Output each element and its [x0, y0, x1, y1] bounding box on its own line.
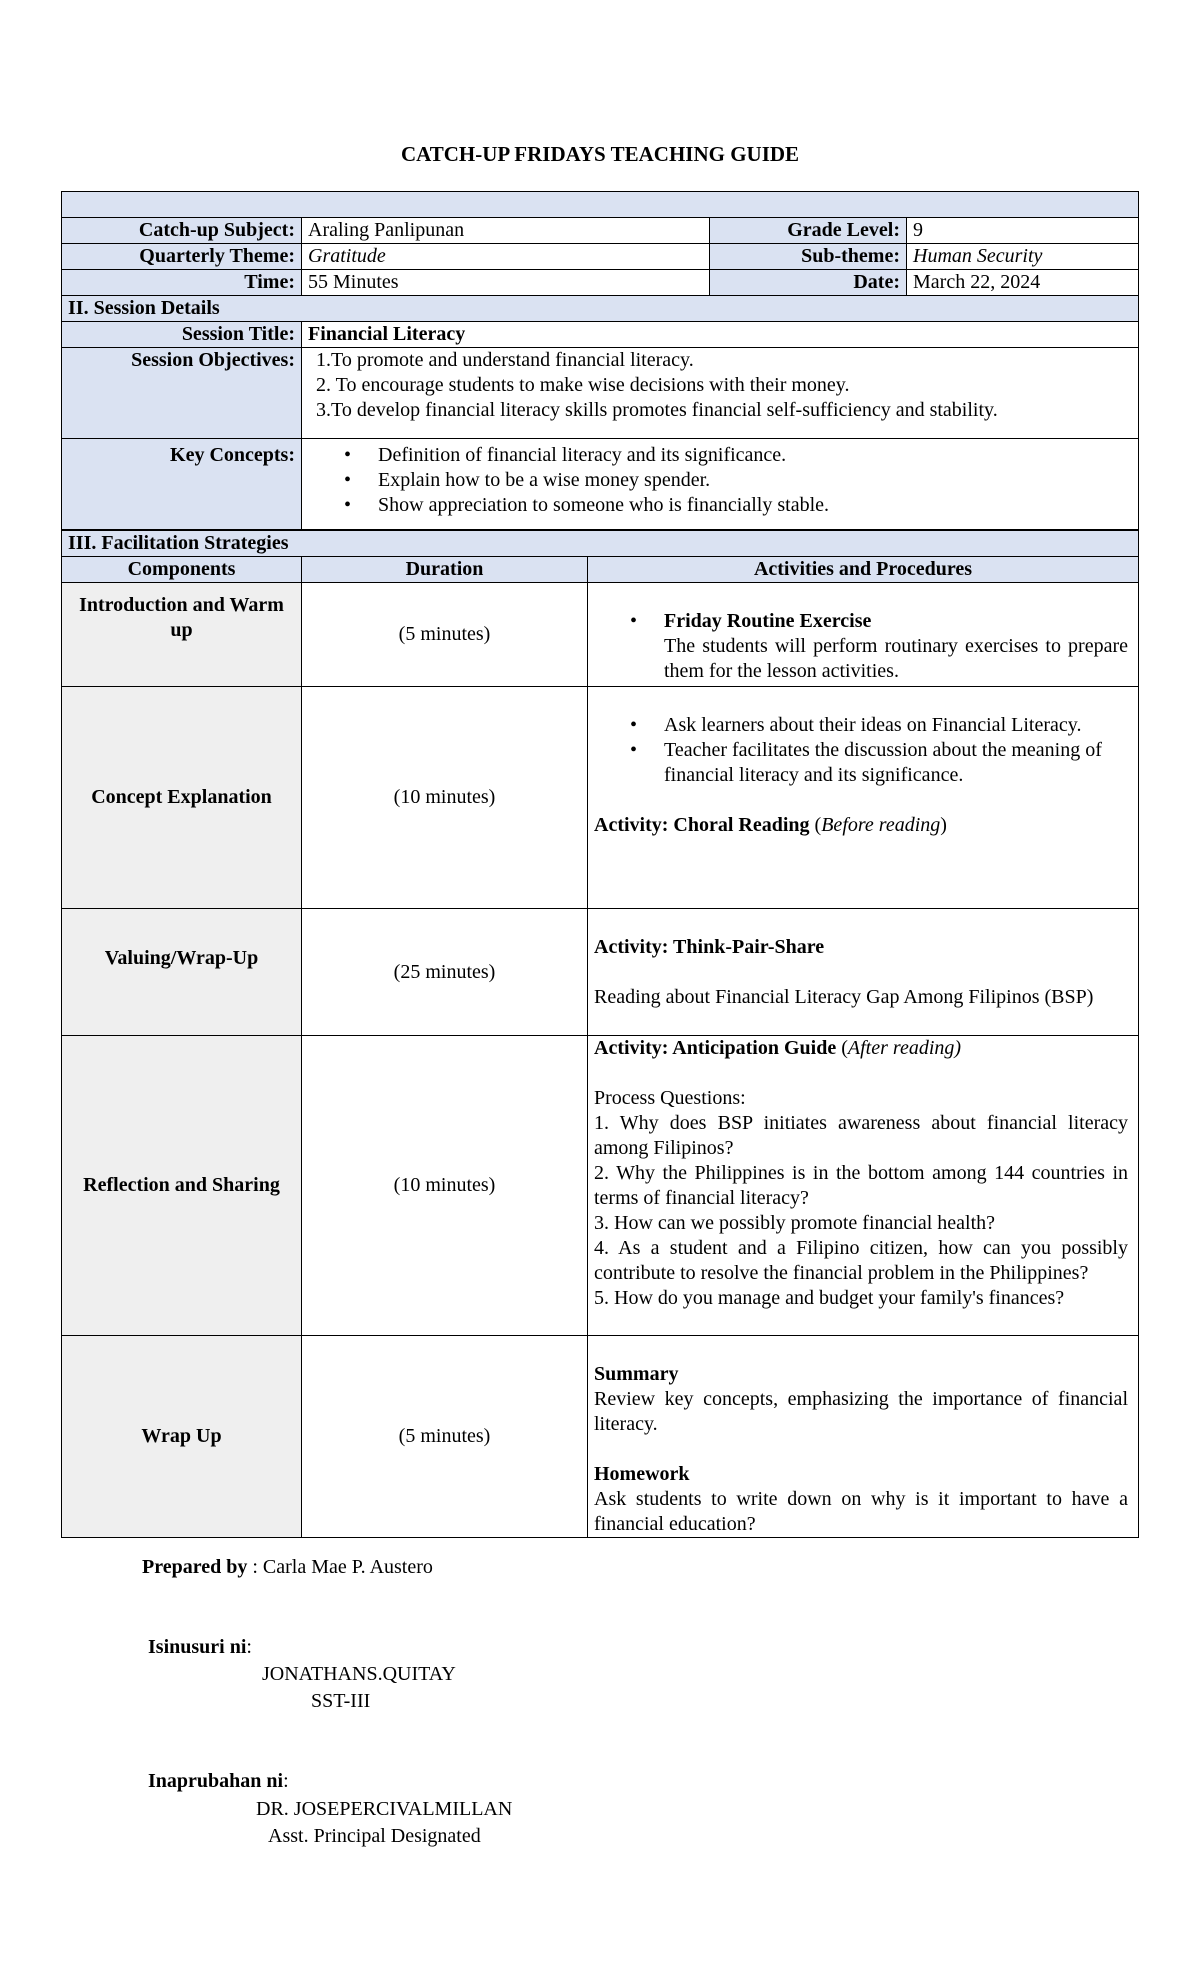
component-cell: Concept Explanation [62, 687, 302, 909]
reviewer-title: SST-III [311, 1690, 371, 1712]
homework-text: Ask students to write down on why is it important to have a financial education? [594, 1488, 1128, 1535]
duration-cell: (5 minutes) [302, 1336, 588, 1538]
reviewed-by-label: Isinusuri ni: [148, 1636, 252, 1658]
session-title-row [62, 322, 1139, 348]
activity-bullet: • Ask learners about their ideas on Financial Literacy. [664, 713, 1128, 738]
subject-value: Araling Panlipunan [302, 218, 710, 244]
facilitation-table [61, 530, 1139, 1538]
component-cell: Introduction and Warm up [62, 583, 302, 687]
session-title-value: Financial Literacy [302, 322, 1139, 348]
table-row [62, 1336, 1139, 1538]
theme-row [62, 244, 1139, 270]
facilitation-heading: III. Facilitation Strategies [62, 531, 1139, 557]
session-title-label: Session Title: [62, 322, 302, 348]
objectives-list [302, 348, 1139, 439]
time-label: Time: [62, 270, 302, 296]
time-value: 55 Minutes [302, 270, 710, 296]
activity-text: The students will perform routinary exercises to prepare them for the lesson activities. [664, 635, 1128, 682]
question-item: 4. As a student and a Filipino citizen, how can you possibly contribute to resolve the financial problem in the Philippines? [594, 1237, 1128, 1284]
blank-header-row [62, 192, 1139, 218]
component-cell: Reflection and Sharing [62, 1036, 302, 1336]
grade-label: Grade Level: [710, 218, 907, 244]
activity-line: Activity: Anticipation Guide (After reading) [594, 1037, 962, 1059]
activity-bullet: • Teacher facilitates the discussion about the meaning of financial literacy and its significance. [664, 738, 1128, 788]
activity-cell [588, 687, 1139, 909]
session-info-table [61, 191, 1139, 530]
question-item: 2. Why the Philippines is in the bottom among 144 countries in terms of financial literacy? [594, 1162, 1128, 1209]
activity-cell [588, 1336, 1139, 1538]
objectives-label: Session Objectives: [62, 348, 302, 439]
questions-label: Process Questions: [594, 1087, 746, 1109]
page-title: CATCH-UP FRIDAYS TEACHING GUIDE [400, 142, 800, 166]
duration-cell: (10 minutes) [302, 1036, 588, 1336]
objective-item: 3.To develop financial literacy skills promotes financial self-sufficiency and stability. [316, 399, 998, 421]
objective-item: 2. To encourage students to make wise decisions with their money. [316, 374, 850, 396]
facilitation-heading-row [62, 531, 1139, 557]
col-header-duration: Duration [302, 557, 588, 583]
subject-label: Catch-up Subject: [62, 218, 302, 244]
theme-value: Gratitude [302, 244, 710, 270]
duration-cell: (10 minutes) [302, 687, 588, 909]
col-header-components: Components [62, 557, 302, 583]
question-item: 3. How can we possibly promote financial health? [594, 1212, 995, 1234]
concepts-label: Key Concepts: [62, 439, 302, 530]
objective-item: 1.To promote and understand financial literacy. [316, 349, 694, 371]
activity-title: • Friday Routine Exercise [664, 610, 872, 632]
theme-label: Quarterly Theme: [62, 244, 302, 270]
session-details-heading: II. Session Details [62, 296, 1139, 322]
column-header-row [62, 557, 1139, 583]
summary-text: Review key concepts, emphasizing the importance of financial literacy. [594, 1388, 1128, 1435]
reviewer-name: JONATHANS.QUITAY [262, 1663, 456, 1685]
objectives-row [62, 348, 1139, 439]
activity-cell [588, 583, 1139, 687]
date-label: Date: [710, 270, 907, 296]
activity-line: Activity: Choral Reading (Before reading) [594, 814, 947, 836]
concepts-row [62, 439, 1139, 530]
subject-row [62, 218, 1139, 244]
subtheme-label: Sub-theme: [710, 244, 907, 270]
concepts-list [302, 439, 1139, 530]
component-cell: Valuing/Wrap-Up [62, 909, 302, 1036]
table-row [62, 687, 1139, 909]
duration-cell: (5 minutes) [302, 583, 588, 687]
homework-label: Homework [594, 1463, 690, 1485]
time-row [62, 270, 1139, 296]
concept-item: • Explain how to be a wise money spender. [378, 468, 1132, 493]
subtheme-value: Human Security [907, 244, 1139, 270]
prepared-by: Prepared by : Carla Mae P. Austero [142, 1556, 433, 1578]
activity-cell [588, 1036, 1139, 1336]
table-row [62, 1036, 1139, 1336]
question-item: 5. How do you manage and budget your family's finances? [594, 1287, 1065, 1309]
duration-cell: (25 minutes) [302, 909, 588, 1036]
activity-text: Reading about Financial Literacy Gap Among Filipinos (BSP) [594, 986, 1094, 1008]
grade-value: 9 [907, 218, 1139, 244]
summary-label: Summary [594, 1363, 679, 1385]
table-row [62, 909, 1139, 1036]
activity-cell [588, 909, 1139, 1036]
component-cell: Wrap Up [62, 1336, 302, 1538]
date-value: March 22, 2024 [907, 270, 1139, 296]
concept-item: • Show appreciation to someone who is financially stable. [378, 493, 1132, 518]
col-header-activities: Activities and Procedures [588, 557, 1139, 583]
activity-title: Activity: Think-Pair-Share [594, 936, 825, 958]
approver-title: Asst. Principal Designated [268, 1825, 481, 1847]
table-row [62, 583, 1139, 687]
approver-name: DR. JOSEPERCIVALMILLAN [256, 1798, 513, 1820]
approved-by-label: Inaprubahan ni: [148, 1770, 289, 1792]
session-details-row [62, 296, 1139, 322]
question-item: 1. Why does BSP initiates awareness about financial literacy among Filipinos? [594, 1112, 1128, 1159]
concept-item: • Definition of financial literacy and its significance. [378, 443, 1132, 468]
